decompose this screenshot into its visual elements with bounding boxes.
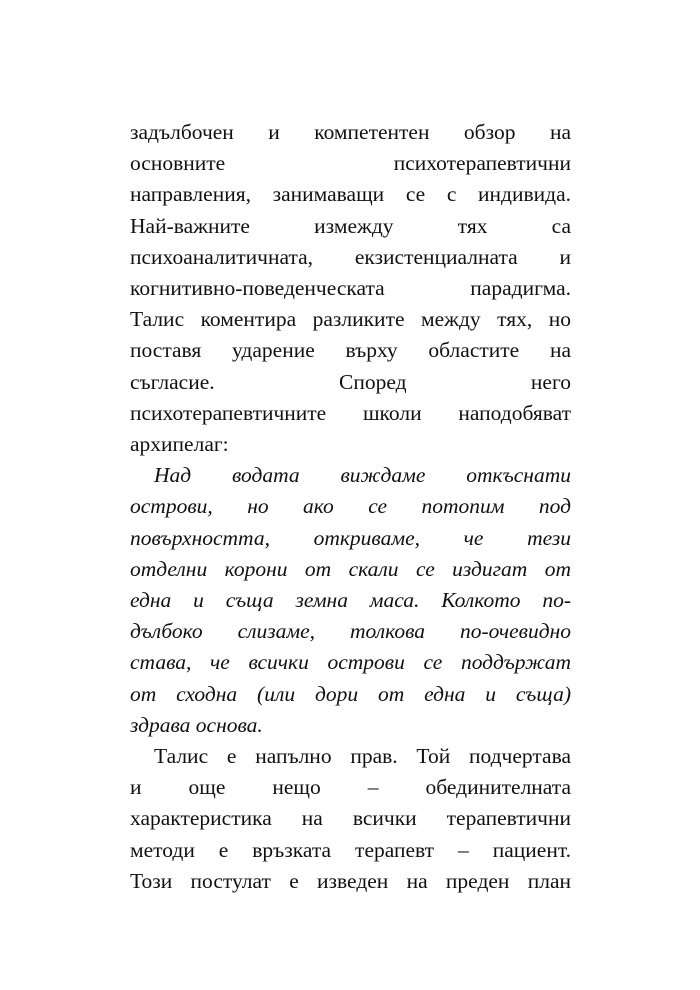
text-line: и още нещо – обединителната bbox=[130, 775, 571, 800]
text-line: психоаналитичната, екзистенциалната и bbox=[130, 244, 571, 269]
text-line: методи е връзката терапевт – пациент. bbox=[130, 837, 571, 862]
body-paragraph bbox=[130, 117, 571, 460]
text-line: Най-важните измежду тях са bbox=[130, 213, 571, 238]
text-line: острови, но ако се потопим под bbox=[130, 494, 571, 519]
block-quote bbox=[130, 460, 571, 741]
text-line: характеристика на всички терапевтични bbox=[130, 806, 571, 831]
text-line: съгласие. Според него bbox=[130, 369, 571, 394]
text-line: Талис коментира разликите между тях, но bbox=[130, 307, 571, 332]
text-line: психотерапевтичните школи наподобяват bbox=[130, 400, 571, 425]
text-line: поставя ударение върху областите на bbox=[130, 338, 571, 363]
text-line: от сходна (или дори от една и съща) bbox=[130, 681, 571, 706]
text-line: здрава основа. bbox=[130, 712, 263, 737]
text-line: основните психотерапевтични bbox=[130, 151, 571, 176]
text-line: отделни корони от скали се издигат от bbox=[130, 556, 571, 581]
text-line: Над водата виждаме откъснати bbox=[154, 463, 571, 488]
text-line: архипелаг: bbox=[130, 432, 229, 457]
book-page bbox=[130, 117, 571, 897]
text-line: задълбочен и компетентен обзор на bbox=[130, 120, 571, 144]
text-line: дълбоко слизаме, толкова по-очевидно bbox=[130, 619, 571, 644]
text-line: става, че всички острови се поддържат bbox=[130, 650, 571, 675]
text-line: една и съща земна маса. Колкото по- bbox=[130, 588, 571, 613]
text-line: повърхността, откриваме, че тези bbox=[130, 525, 571, 550]
text-line: когнитивно-поведенческата парадигма. bbox=[130, 276, 571, 301]
text-line: направления, занимаващи се с индивида. bbox=[130, 182, 571, 207]
text-line: Талис е напълно прав. Той подчертава bbox=[154, 744, 571, 769]
body-paragraph bbox=[130, 741, 571, 897]
text-line: Този постулат е изведен на преден план bbox=[130, 868, 571, 893]
